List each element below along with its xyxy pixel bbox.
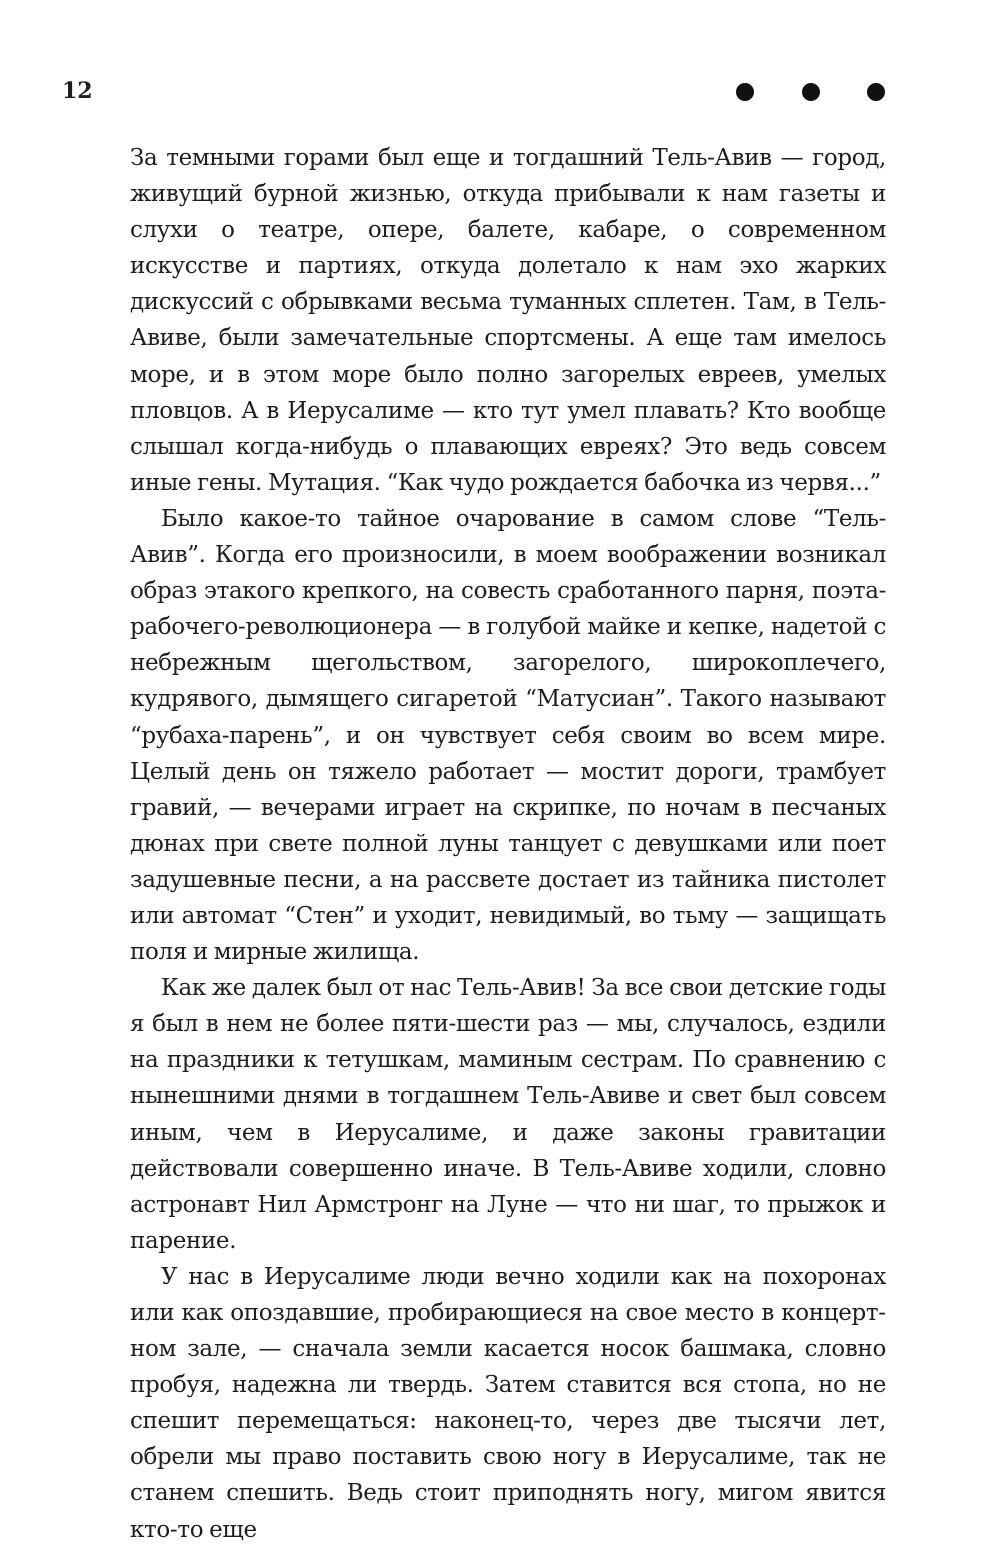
paragraph: Как же далек был от нас Тель-Авив! За все свои детские годы я был в нем не более пяти-шести раз — мы, случалось, ездили на праздники к тетушкам, маминым сестрам. По сравнению с нынешними днями в тогдашнем Тель-Авиве и свет был совсем иным, чем в Иерусалиме, и даже законы гравитации действовали совершенно иначе. В Тель-Авиве ходили, словно астронавт Нил Армстронг на Луне — что ни шаг, то прыжок и парение. [130,975,886,1254]
body-text [130,140,886,1548]
dot-icon [736,83,754,101]
paragraph: Было какое-то тайное очарование в самом слове “Тель-Авив”. Когда его произносили, в моем воображении возникал образ этакого крепкого, на совесть сработанного парня, поэта-рабочего-революционера — в голубой майке и кепке, надетой с небрежным щегольством, загорелого, широкоплечего, кудрявого, дымящего сигаретой “Матусиан”. Такого называют “рубаха-парень”, и он чувствует себя своим во всем мире. Целый день он тяжело работает — мостит дороги, трамбует гравий, — вечерами играет на скрипке, по ночам в песчаных дюнах при свете полной луны танцует с девушками или поет задушевные песни, а на рассвете достает из тайника пистолет или автомат “Стен” и уходит, невидимый, во тьму — защищать поля и мирные жилища. [130,505,886,966]
three-dots-ornament-icon [736,83,886,101]
dot-icon [867,83,885,101]
dot-icon [802,83,820,101]
paragraph: За темными горами был еще и тогдашний Тель-Авив — город, живущий бурной жизнью, откуда прибывали к нам газеты и слухи о театре, опере, балете, кабаре, о современном искусстве и партиях, откуда долетало к нам эхо жарких дискуссий с обрывками весьма туманных сплетен. Там, в Тель-Авиве, были замечательные спортсмены. А еще там имелось море, и в этом море было полно загорелых евреев, умелых пловцов. А в Иерусалиме — кто тут умел плавать? Кто вообще слышал когда-нибудь о плавающих евреях? Это ведь совсем иные гены. Мутация. “Как чудо рождается бабочка из червя...” [130,145,886,496]
paragraph: У нас в Иерусалиме люди вечно ходили как на похоронах или как опоздавшие, пробирающиеся на свое место в концертном зале, — сначала земли касается носок башмака, словно пробуя, надежна ли твердь. Затем ставится вся стопа, но не спешит перемещаться: наконец-то, через две тысячи лет, обрели мы право поставить свою ногу в Иерусалиме, так не станем спешить. Ведь стоит приподнять ногу, мигом явится кто-то еще [130,1263,886,1543]
page-number: 12 [62,78,93,104]
